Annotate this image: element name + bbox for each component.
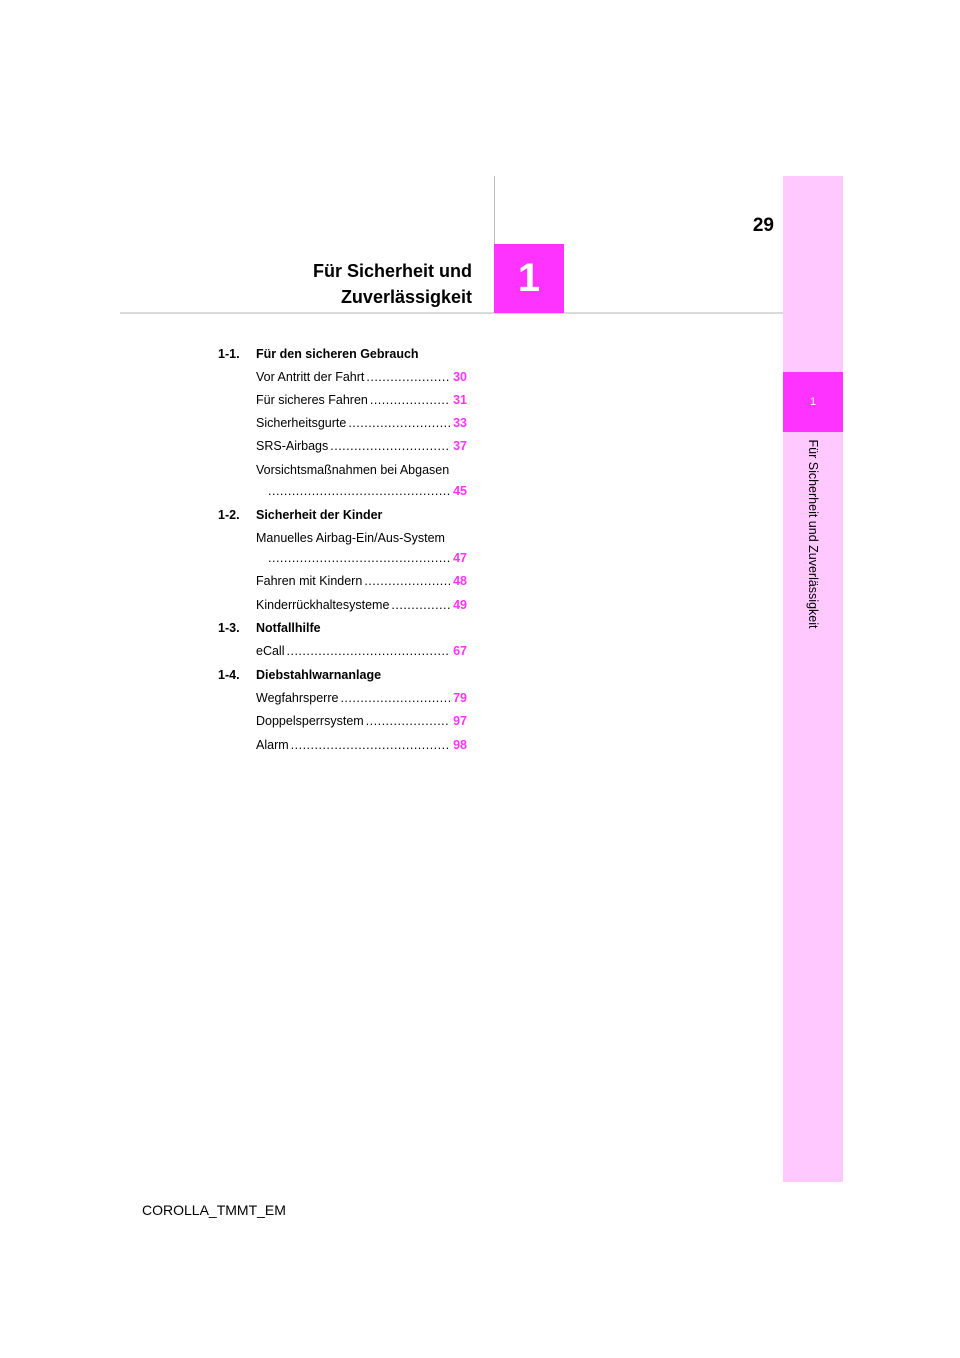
toc-section-title: Notfallhilfe (256, 621, 321, 635)
toc-entry-title: Kinderrückhaltesysteme (256, 598, 390, 612)
toc-section-number: 1-2. (218, 508, 240, 522)
toc-section-title: Sicherheit der Kinder (256, 508, 383, 522)
toc-entry[interactable] (256, 414, 467, 432)
toc-entry-page[interactable]: 45 (453, 484, 467, 498)
toc-section (218, 506, 382, 524)
toc-leader-dots (366, 368, 450, 386)
toc-entry[interactable] (256, 736, 467, 754)
toc-entry[interactable] (256, 391, 467, 409)
toc-entry[interactable] (256, 689, 467, 707)
toc-entry[interactable] (256, 642, 467, 660)
toc-entry-page[interactable]: 33 (453, 416, 467, 430)
toc-entry-page[interactable]: 97 (453, 714, 467, 728)
toc-entry-title: Für sicheres Fahren (256, 393, 368, 407)
toc-entry-title: SRS-Airbags (256, 439, 329, 453)
toc-leader-dots (268, 549, 450, 567)
toc-entry[interactable] (256, 712, 467, 730)
toc-entry-title: Fahren mit Kindern (256, 574, 363, 588)
toc-section-number: 1-4. (218, 668, 240, 682)
toc-section-title: Diebstahlwarnanlage (256, 668, 382, 682)
toc-entry[interactable] (256, 368, 467, 386)
toc-entry[interactable] (256, 596, 467, 614)
toc-leader-dots (268, 482, 450, 500)
toc-entry-page[interactable]: 98 (453, 738, 467, 752)
toc-entry-title: Wegfahrsperre (256, 691, 339, 705)
toc-entry-page[interactable]: 49 (453, 598, 467, 612)
toc-leader-dots (287, 642, 451, 660)
toc-section-number: 1-3. (218, 621, 240, 635)
toc-entry-title: Doppelsperrsystem (256, 714, 364, 728)
toc-entry-title: eCall (256, 644, 285, 658)
toc-entry-title: Sicherheitsgurte (256, 416, 347, 430)
toc-entry[interactable] (256, 437, 467, 455)
toc-entry-page[interactable]: 31 (453, 393, 467, 407)
toc-entry-page[interactable]: 67 (453, 644, 467, 658)
toc-entry[interactable] (256, 572, 467, 590)
toc-entry-title: Vor Antritt der Fahrt (256, 370, 365, 384)
toc-entry-continuation[interactable] (268, 549, 467, 567)
toc-entry-continuation[interactable] (268, 482, 467, 500)
toc-leader-dots (391, 596, 450, 614)
toc-entry-page[interactable]: 37 (453, 439, 467, 453)
side-tab-label: Für Sicherheit und Zuverlässigkeit (806, 439, 820, 629)
toc-entry-page[interactable]: 79 (453, 691, 467, 705)
toc-leader-dots (330, 437, 450, 455)
toc-leader-dots (340, 689, 450, 707)
side-tab-chapter-number[interactable]: 1 (783, 372, 843, 432)
toc-entry-page[interactable]: 47 (453, 551, 467, 565)
page-number: 29 (752, 215, 774, 236)
toc-entry-title[interactable]: Manuelles Airbag-Ein/Aus-System (256, 531, 445, 545)
toc-leader-dots (370, 391, 450, 409)
toc-leader-dots (348, 414, 450, 432)
chapter-number-box: 1 (494, 244, 564, 313)
toc-section-number: 1-1. (218, 347, 240, 361)
document-code: COROLLA_TMMT_EM (142, 1202, 286, 1218)
chapter-title-line2: Zuverlässigkeit (340, 287, 472, 307)
toc-entry-page[interactable]: 48 (453, 574, 467, 588)
chapter-title-line1: Für Sicherheit und (312, 261, 472, 281)
toc-section (218, 666, 381, 684)
toc-section (218, 345, 419, 363)
toc-entry-page[interactable]: 30 (453, 370, 467, 384)
toc-leader-dots (291, 736, 450, 754)
toc-entry-title[interactable]: Vorsichtsmaßnahmen bei Abgasen (256, 463, 450, 477)
toc-entry-title: Alarm (256, 738, 289, 752)
toc-leader-dots (366, 712, 450, 730)
toc-leader-dots (364, 572, 450, 590)
toc-section (218, 619, 321, 637)
toc-section-title: Für den sicheren Gebrauch (256, 347, 419, 361)
